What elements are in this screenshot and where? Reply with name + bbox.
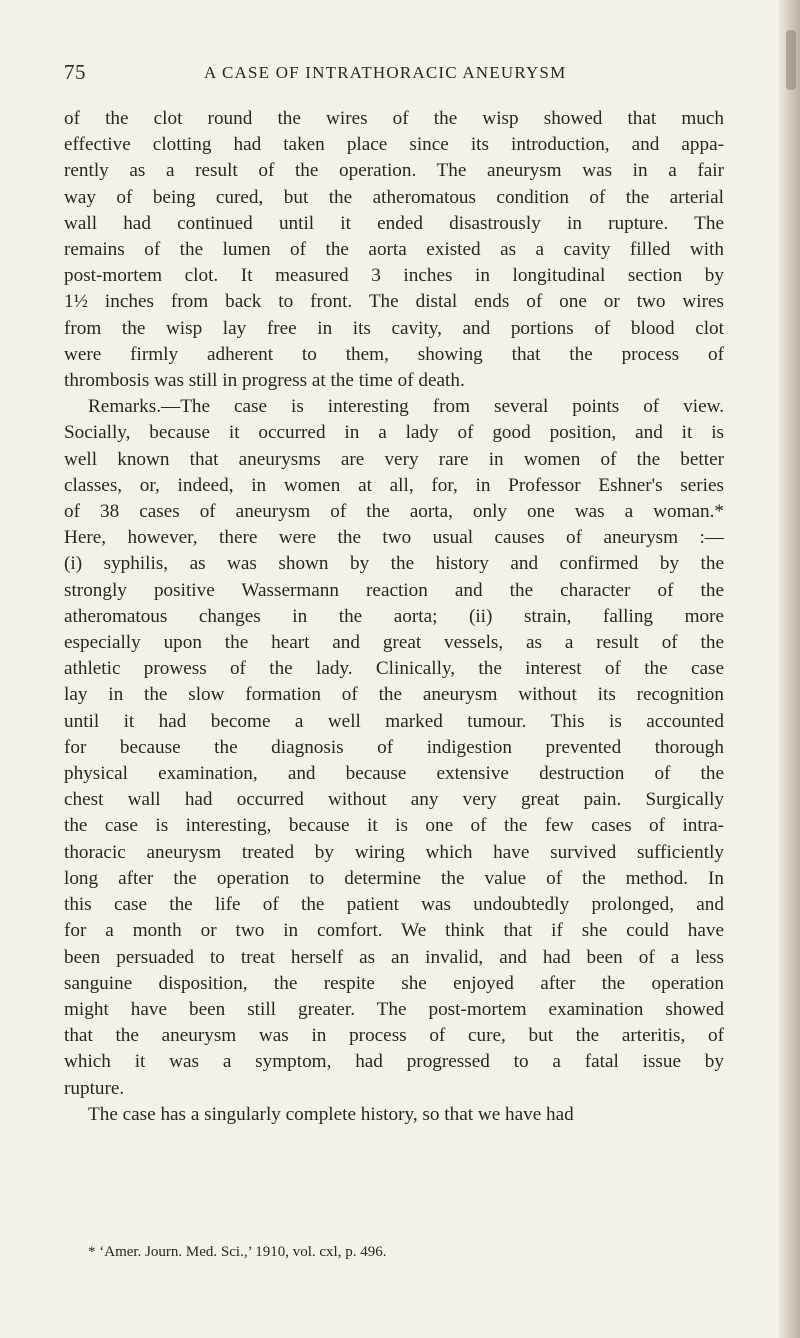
text-line: might have been still greater. The post-mortem examination showed: [64, 998, 724, 1020]
text-line: were firmly adherent to them, showing that the process of: [64, 343, 724, 365]
page-number: 75: [64, 60, 86, 84]
text-line: classes, or, indeed, in women at all, for, in Professor Eshner's series: [64, 474, 724, 496]
text-line: effective clotting had taken place since its introduction, and appa-: [64, 134, 724, 156]
text-line: this case the life of the patient was undoubtedly prolonged, and: [64, 894, 724, 916]
text-line: wall had continued until it ended disastrously in rupture. The: [64, 212, 724, 234]
text-line: from the wisp lay free in its cavity, and portions of blood clot: [64, 317, 724, 339]
page-header: [64, 60, 724, 84]
text-line: the case is interesting, because it is one of the few cases of intra-: [64, 815, 724, 837]
text-line: that the aneurysm was in process of cure, but the arteritis, of: [64, 1025, 724, 1047]
text-line: post-mortem clot. It measured 3 inches in longitudinal section by: [64, 265, 724, 287]
text-line: remains of the lumen of the aorta existed as a cavity filled with: [64, 239, 724, 261]
text-line: chest wall had occurred without any very great pain. Surgically: [64, 789, 724, 811]
text-line: for because the diagnosis of indigestion prevented thorough: [64, 736, 724, 758]
text-line: athletic prowess of the lady. Clinically, the interest of the case: [64, 658, 724, 680]
text-line: way of being cured, but the atheromatous condition of the arterial: [64, 186, 724, 208]
text-line: well known that aneurysms are very rare in women of the better: [64, 448, 724, 470]
text-line: 1½ inches from back to front. The distal ends of one or two wires: [64, 291, 724, 313]
text-line: (i) syphilis, as was shown by the history and confirmed by the: [64, 553, 724, 575]
text-line: been persuaded to treat herself as an invalid, and had been of a less: [64, 946, 724, 968]
text-line: especially upon the heart and great vessels, as a result of the: [64, 632, 724, 654]
footnote: * ‘Amer. Journ. Med. Sci.,’ 1910, vol. cxl, p. 496.: [88, 1244, 387, 1260]
text-line: The case has a singularly complete history, so that we have had: [88, 1103, 574, 1125]
text-line: sanguine disposition, the respite she enjoyed after the operation: [64, 972, 724, 994]
text-line: strongly positive Wassermann reaction and the character of the: [64, 579, 724, 601]
text-line: atheromatous changes in the aorta; (ii) strain, falling more: [64, 605, 724, 627]
text-line: rupture.: [64, 1077, 125, 1099]
text-line: rently as a result of the operation. The aneurysm was in a fair: [64, 160, 724, 182]
text-line: thoracic aneurysm treated by wiring which have survived sufficiently: [64, 841, 724, 863]
text-line: which it was a symptom, had progressed to a fatal issue by: [64, 1051, 724, 1073]
text-line: long after the operation to determine the value of the method. In: [64, 867, 724, 889]
text-line: Socially, because it occurred in a lady of good position, and it is: [64, 422, 724, 444]
text-line: physical examination, and because extensive destruction of the: [64, 763, 724, 785]
page-edge-shadow: [778, 0, 800, 1338]
text-line: thrombosis was still in progress at the time of death.: [64, 370, 465, 392]
body-text: [64, 106, 724, 1128]
text-line: of the clot round the wires of the wisp showed that much: [64, 108, 724, 129]
text-line: Here, however, there were the two usual causes of aneurysm :—: [64, 527, 724, 549]
text-line: until it had become a well marked tumour. This is accounted: [64, 710, 724, 732]
running-head: A CASE OF INTRATHORACIC ANEURYSM: [204, 63, 567, 82]
text-line: of 38 cases of aneurysm of the aorta, only one was a woman.*: [64, 501, 724, 523]
text-line: for a month or two in comfort. We think that if she could have: [64, 920, 724, 942]
page-edge-stain: [786, 30, 796, 90]
text-line: Remarks.—The case is interesting from several points of view.: [88, 396, 724, 418]
text-line: lay in the slow formation of the aneurysm without its recognition: [64, 684, 724, 706]
